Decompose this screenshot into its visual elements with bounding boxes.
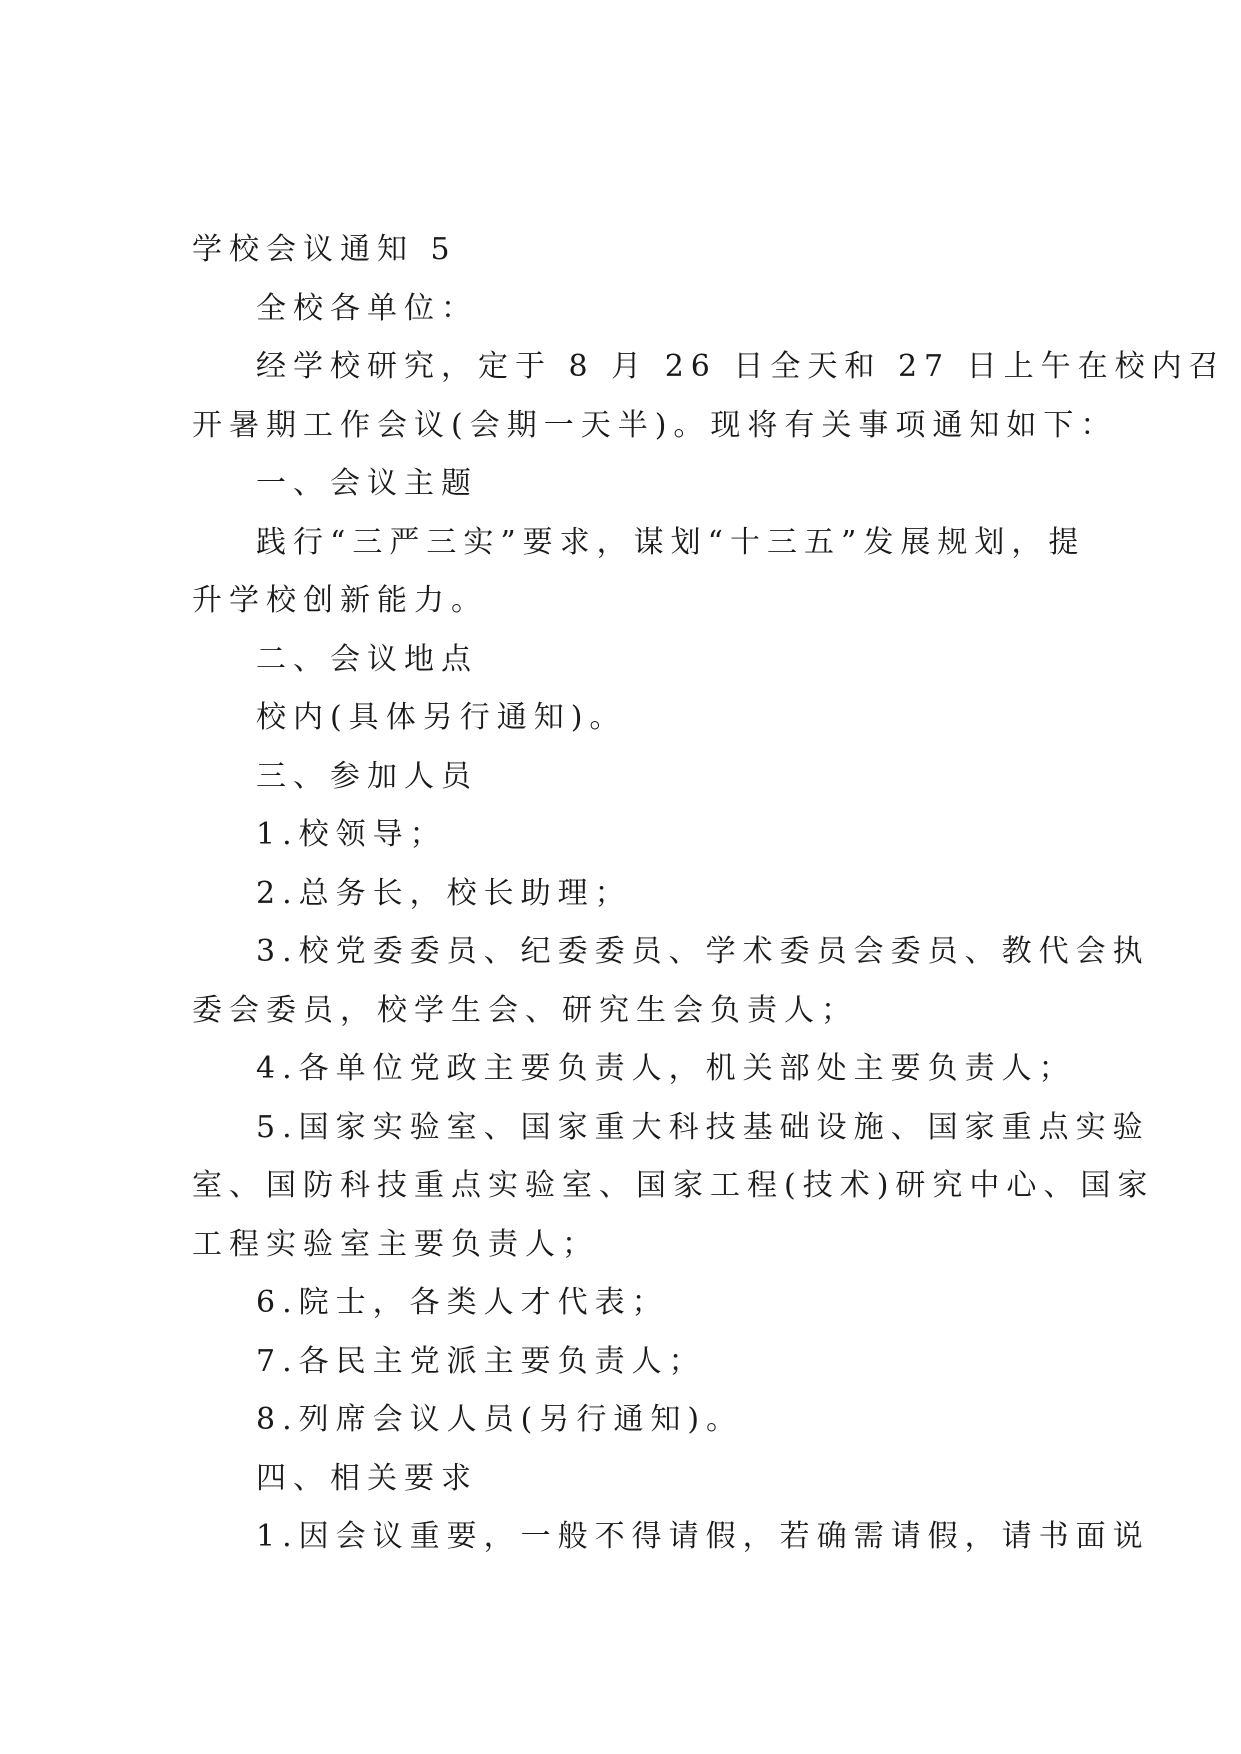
paragraph-line: 开暑期工作会议(会期一天半)。现将有关事项通知如下： — [192, 407, 1118, 443]
list-item: 1.因会议重要，一般不得请假，若确需请假，请书面说 — [256, 1519, 1150, 1554]
section-heading: 二、会议地点 — [256, 641, 478, 677]
paragraph-line: 校内(具体另行通知)。 — [256, 700, 627, 735]
list-item: 1.校领导； — [256, 817, 447, 852]
list-item: 7.各民主党派主要负责人； — [256, 1343, 706, 1379]
section-heading: 四、相关要求 — [256, 1460, 478, 1496]
list-item: 4.各单位党政主要负责人，机关部处主要负责人； — [256, 1051, 1076, 1086]
list-item-continuation: 工程实验室主要负责人； — [192, 1226, 599, 1262]
paragraph-line: 践行“三严三实”要求，谋划“十三五”发展规划，提 — [256, 524, 1086, 560]
section-heading: 三、参加人员 — [256, 758, 478, 794]
salutation-line: 全校各单位： — [256, 290, 478, 326]
list-item: 6.院士，各类人才代表； — [256, 1285, 669, 1320]
document-body — [192, 221, 1226, 1567]
list-item: 5.国家实验室、国家重大科技基础设施、国家重点实验 — [256, 1109, 1150, 1145]
paragraph-line: 经学校研究，定于 8 月 26 日全天和 27 日上午在校内召 — [256, 349, 1226, 384]
list-item: 2.总务长，校长助理； — [256, 875, 632, 911]
paragraph-line: 升学校创新能力。 — [192, 583, 488, 618]
list-item: 3.校党委委员、纪委委员、学术委员会委员、教代会执 — [256, 934, 1150, 969]
list-item-continuation: 委会委员，校学生会、研究生会负责人； — [192, 992, 858, 1028]
section-heading: 一、会议主题 — [256, 466, 478, 501]
list-item-continuation: 室、国防科技重点实验室、国家工程(技术)研究中心、国家 — [192, 1168, 1155, 1203]
list-item: 8.列席会议人员(另行通知)。 — [256, 1402, 744, 1437]
document-title: 学校会议通知 5 — [192, 232, 457, 267]
